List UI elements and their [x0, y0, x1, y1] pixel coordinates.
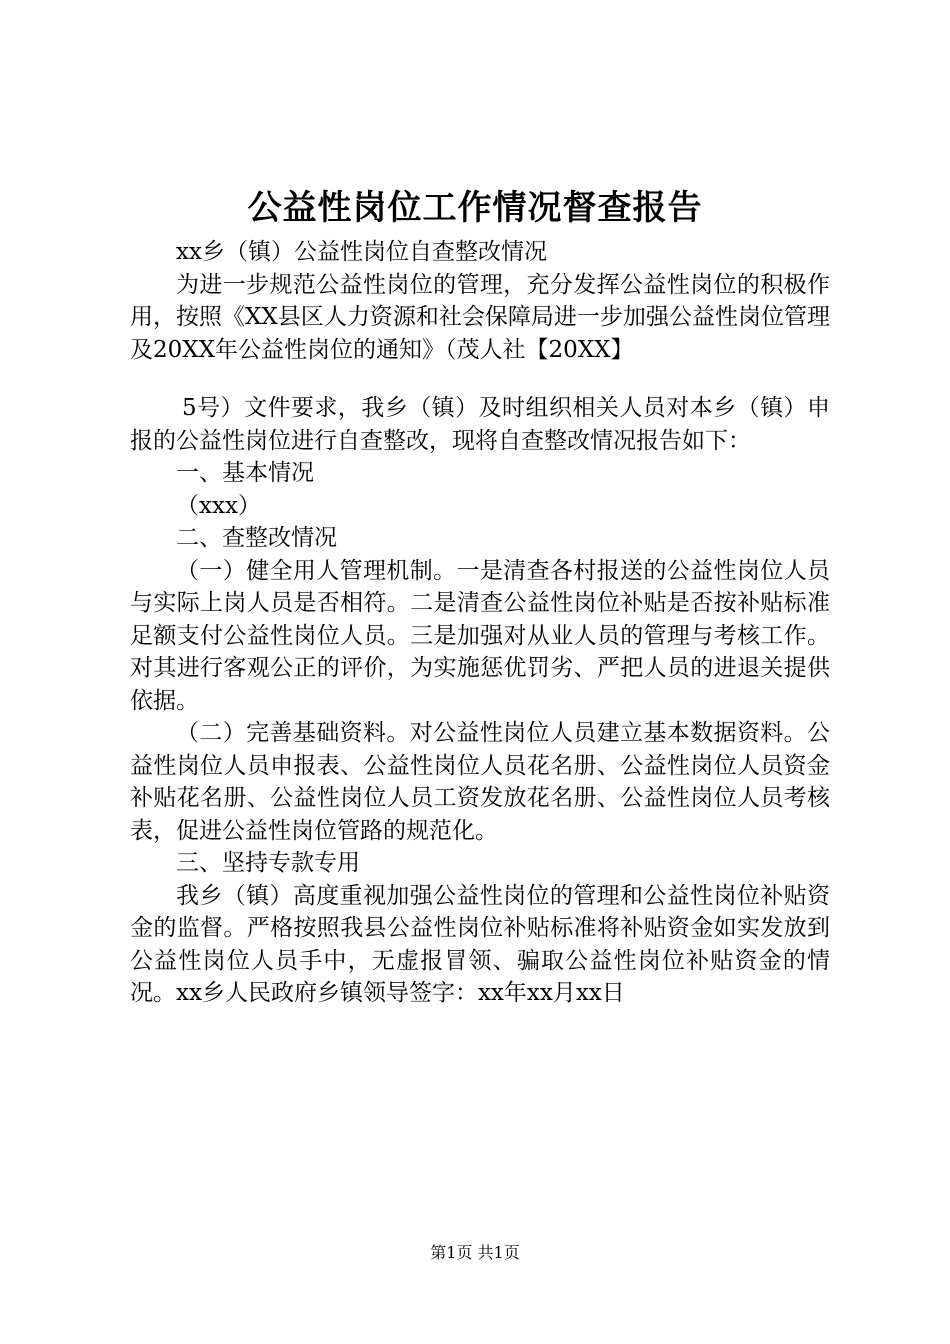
paragraph-intro-continued: 5号）文件要求，我乡（镇）及时组织相关人员对本乡（镇）申报的公益性岗位进行自查整改，现将自查整改情况报告如下：: [130, 395, 830, 454]
paragraph-funds-supervision: 我乡（镇）高度重视加强公益性岗位的管理和公益性岗位补贴资金的监督。严格按照我县公益性岗位补贴标准将补贴资金如实发放到公益性岗位人员手中，无虚报冒领、骗取公益性岗位补贴资金的情况。xx乡人民政府乡镇领导签字：xx年xx月xx日: [130, 882, 830, 1006]
body-block-intro: [130, 236, 830, 366]
paragraph-placeholder: （xxx）: [176, 492, 261, 519]
paragraph-management-mechanism: （一）健全用人管理机制。一是清查各村报送的公益性岗位人员与实际上岗人员是否相符。二是清查公益性岗位补贴是否按补贴标准足额支付公益性岗位人员。三是加强对从业人员的管理与考核工作。对其进行客观公正的评价，为实施惩优罚劣、严把人员的进退关提供依据。: [130, 557, 830, 714]
body-block-main: [130, 392, 830, 1010]
paragraph-basic-data: （二）完善基础资料。对公益性岗位人员建立基本数据资料。公益性岗位人员申报表、公益性岗位人员花名册、公益性岗位人员资金补贴花名册、公益性岗位人员工资发放花名册、公益性岗位人员考核表，促进公益性岗位管路的规范化。: [130, 720, 830, 844]
heading-special-funds: 三、坚持专款专用: [176, 850, 360, 876]
heading-basic-situation: 一、基本情况: [176, 460, 314, 486]
paragraph-subtitle: xx乡（镇）公益性岗位自查整改情况: [176, 239, 547, 265]
heading-inspection-rectification: 二、查整改情况: [176, 525, 337, 551]
page-footer: 第1页 共1页: [430, 1243, 520, 1262]
document-title: 公益性岗位工作情况督查报告: [247, 188, 703, 228]
paragraph-intro: 为进一步规范公益性岗位的管理，充分发挥公益性岗位的积极作用，按照《XX县区人力资源和社会保障局进一步加强公益性岗位管理及20XX年公益性岗位的通知》（茂人社【20XX】: [130, 271, 830, 363]
